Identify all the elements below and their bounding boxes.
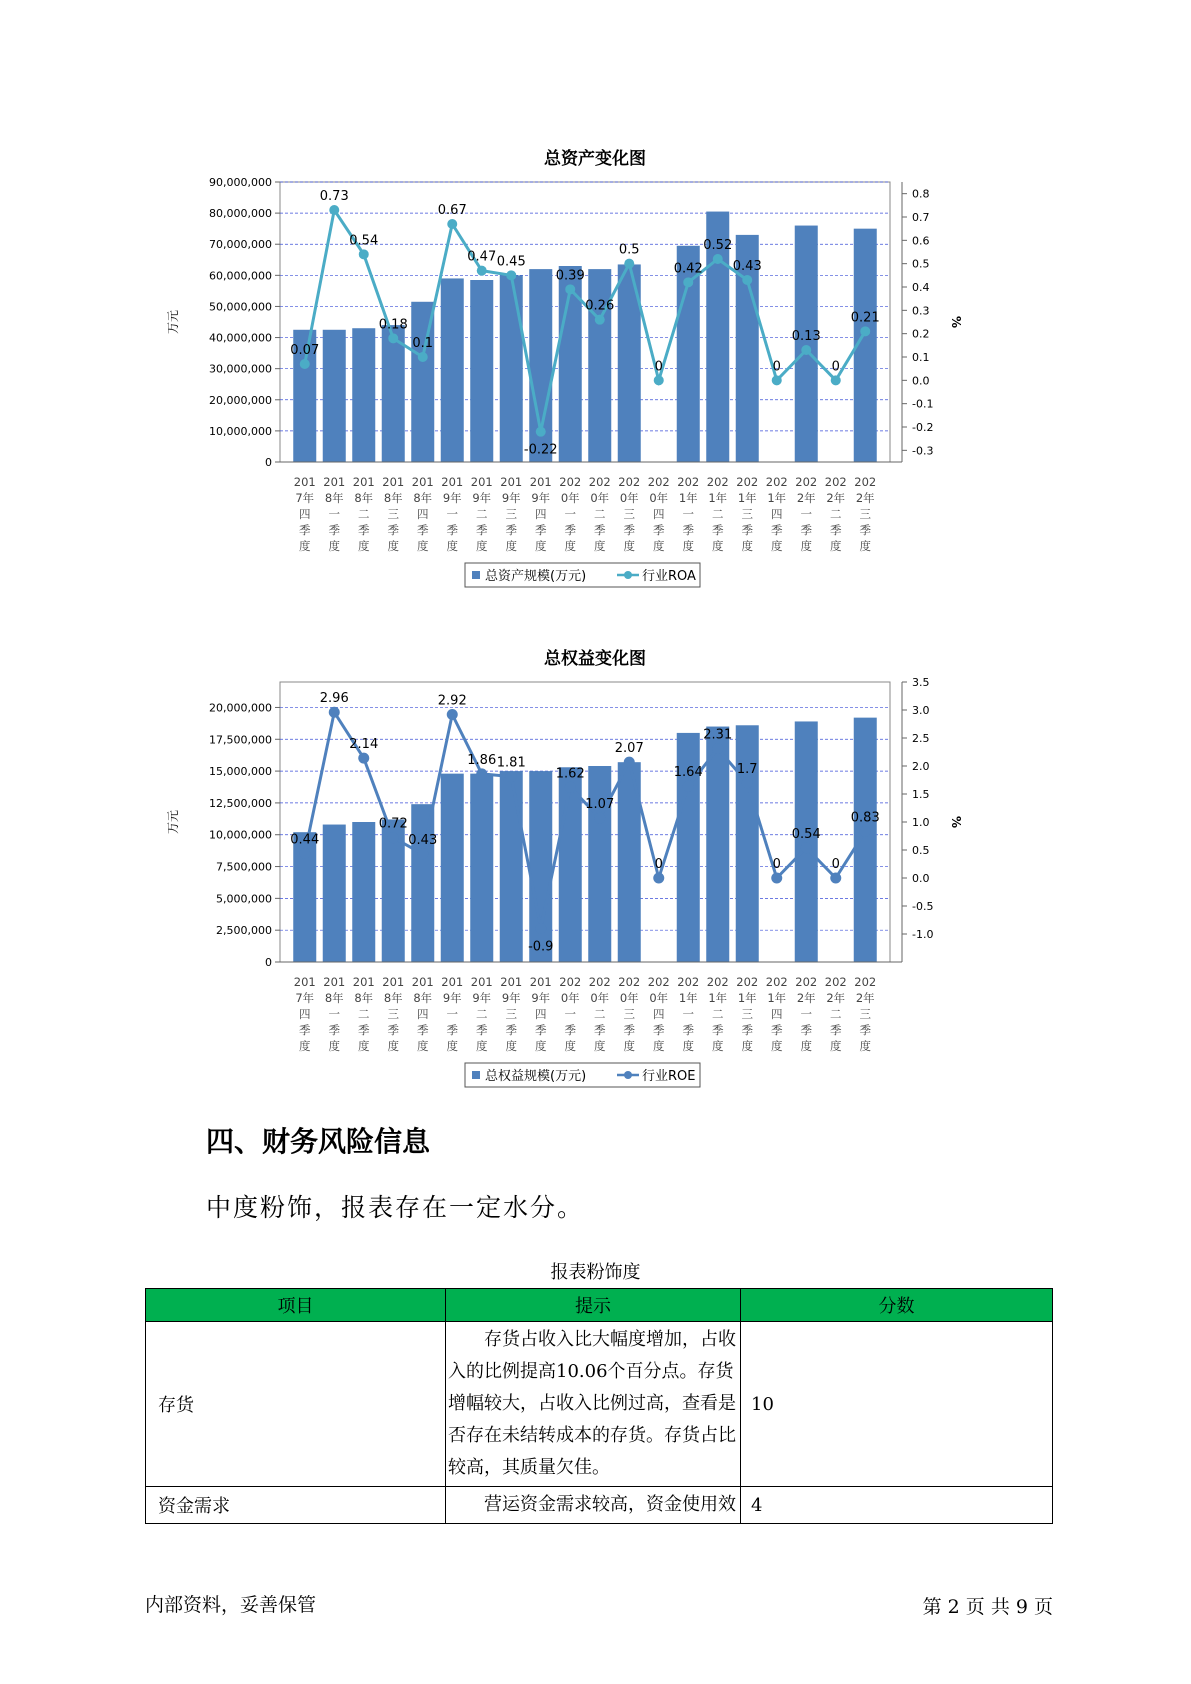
y2-tick-label: 1.0 xyxy=(912,816,930,829)
series-point xyxy=(683,781,694,792)
x-tick-label: 201 9年二季度 xyxy=(470,975,493,1053)
series-point xyxy=(565,782,576,793)
data-label: 0 xyxy=(772,359,781,375)
total-assets-chart-svg xyxy=(150,170,1040,610)
y2-tick-label: 0.5 xyxy=(912,257,930,271)
row-score: 10 xyxy=(741,1322,1053,1487)
data-label: 1.64 xyxy=(673,765,703,781)
table-row xyxy=(146,1322,1053,1487)
data-label: 0.54 xyxy=(791,826,821,842)
series-point xyxy=(713,254,723,264)
legend-line-marker xyxy=(624,1071,632,1079)
y-tick-label: 2,500,000 xyxy=(216,924,272,938)
header-hint: 提示 xyxy=(446,1289,741,1322)
x-tick-label: 201 8年三季度 xyxy=(382,975,405,1053)
header-item: 项目 xyxy=(146,1289,446,1322)
data-label: 0.1 xyxy=(412,336,434,351)
series-point xyxy=(801,842,812,853)
data-label: 1.62 xyxy=(555,766,585,782)
bar xyxy=(706,727,729,962)
bar xyxy=(588,766,611,962)
x-tick-label: 202 0年二季度 xyxy=(588,475,611,553)
data-label: -0.22 xyxy=(523,442,558,458)
x-tick-label: 202 1年一季度 xyxy=(677,975,700,1053)
chart-title: 总权益变化图 xyxy=(544,649,646,669)
bar xyxy=(441,278,464,462)
series-point xyxy=(742,275,752,285)
y-tick-label: 15,000,000 xyxy=(209,765,272,779)
table-row xyxy=(146,1487,1053,1524)
series-point xyxy=(535,923,546,934)
x-tick-label: 201 9年二季度 xyxy=(470,475,493,553)
x-tick-label: 202 2年一季度 xyxy=(795,475,818,553)
data-label: 0 xyxy=(831,359,840,375)
data-label: 0 xyxy=(772,857,781,872)
y-tick-label: 10,000,000 xyxy=(209,424,272,438)
y-tick-label: 10,000,000 xyxy=(209,828,272,842)
x-tick-label: 201 9年四季度 xyxy=(529,975,552,1053)
series-point xyxy=(358,753,369,764)
y2-tick-label: -0.5 xyxy=(912,900,934,913)
data-label: 2.92 xyxy=(437,693,467,709)
row-hint: 存货占收入比大幅度增加，占收入的比例提高10.06个百分点。存货增幅较大，占收入比例过高，查看是否存在未结转成本的存货。存货占比较高，其质量欠佳。 xyxy=(446,1322,741,1487)
x-tick-label: 202 2年二季度 xyxy=(824,475,847,553)
footer-page-number: 第 2 页 共 9 页 xyxy=(922,1596,1053,1618)
bar xyxy=(352,822,375,962)
x-tick-label: 201 8年二季度 xyxy=(352,975,375,1053)
x-tick-label: 202 0年四季度 xyxy=(647,475,670,553)
y2-tick-label: 0.8 xyxy=(912,187,930,201)
x-tick-label: 202 1年三季度 xyxy=(736,975,759,1053)
y2-tick-label: 0.6 xyxy=(912,234,930,248)
series-point xyxy=(299,848,310,859)
series-point xyxy=(712,743,723,754)
y-tick-label: 20,000,000 xyxy=(209,393,272,407)
data-label: 0.72 xyxy=(378,816,408,832)
x-tick-label: 201 8年一季度 xyxy=(323,975,346,1053)
row-item: 资金需求 xyxy=(146,1487,446,1524)
data-label: 0 xyxy=(831,857,840,872)
series-point xyxy=(860,826,871,837)
data-label: 1.81 xyxy=(496,755,526,771)
data-label: 0.07 xyxy=(290,343,320,358)
data-label: 0.21 xyxy=(850,310,880,326)
x-tick-label: 201 9年一季度 xyxy=(441,475,464,553)
y2-axis-title: % xyxy=(949,315,963,329)
legend-bar-label: 总资产规模(万元) xyxy=(485,569,587,584)
x-tick-label: 201 9年三季度 xyxy=(500,475,523,553)
data-label: 0.43 xyxy=(732,259,762,274)
data-label: 0.13 xyxy=(791,329,821,344)
series-point xyxy=(447,219,457,229)
data-label: 0.83 xyxy=(850,810,880,826)
total-assets-chart xyxy=(150,140,1040,590)
section-summary: 中度粉饰，报表存在一定水分。 xyxy=(206,1193,585,1222)
data-label: 0.73 xyxy=(319,189,349,204)
series-point xyxy=(594,813,605,824)
data-label: 1.07 xyxy=(585,797,615,813)
y-axis-title: 万元 xyxy=(166,809,180,835)
legend-line-label: 行业ROA xyxy=(642,569,696,584)
legend-bar-label: 总权益规模(万元) xyxy=(485,1069,587,1084)
x-tick-label: 202 2年三季度 xyxy=(854,475,877,553)
y2-tick-label: 0.0 xyxy=(912,374,930,388)
series-point xyxy=(418,352,428,362)
data-label: 1.86 xyxy=(467,752,497,768)
data-label: 0.42 xyxy=(673,261,703,277)
legend-bar-swatch xyxy=(472,571,480,579)
y2-tick-label: -0.1 xyxy=(912,397,934,411)
row-score: 4 xyxy=(741,1487,1053,1524)
x-tick-label: 201 7年四季度 xyxy=(293,475,316,553)
y2-tick-label: 2.0 xyxy=(912,760,930,773)
footer-confidential: 内部资料，妥善保管 xyxy=(145,1594,317,1616)
data-label: 2.14 xyxy=(349,737,379,753)
y-axis-title: 万元 xyxy=(166,309,180,335)
x-tick-label: 202 2年一季度 xyxy=(795,975,818,1053)
series-point xyxy=(771,873,782,884)
y-tick-label: 20,000,000 xyxy=(209,701,272,715)
y-tick-label: 60,000,000 xyxy=(209,269,272,283)
y2-tick-label: 1.5 xyxy=(912,788,930,801)
x-tick-label: 201 8年三季度 xyxy=(382,475,405,553)
bar xyxy=(470,774,493,962)
x-tick-label: 202 0年三季度 xyxy=(618,475,641,553)
data-label: 2.96 xyxy=(319,691,349,707)
data-label: 0.18 xyxy=(378,317,408,333)
data-label: 0.43 xyxy=(408,832,438,848)
x-tick-label: 202 0年四季度 xyxy=(647,975,670,1053)
data-label: 0.5 xyxy=(618,242,640,258)
series-point xyxy=(801,345,811,355)
series-point xyxy=(624,259,634,269)
y-tick-label: 5,000,000 xyxy=(216,892,272,906)
y2-tick-label: -0.3 xyxy=(912,444,934,458)
x-tick-label: 202 1年三季度 xyxy=(736,475,759,553)
y2-tick-label: 3.5 xyxy=(912,676,930,689)
section-heading: 四、财务风险信息 xyxy=(206,1125,431,1158)
y2-tick-label: 0.0 xyxy=(912,872,930,885)
x-tick-label: 202 0年一季度 xyxy=(559,975,582,1053)
data-label: -0.9 xyxy=(528,939,554,955)
series-point xyxy=(683,277,693,287)
data-label: 2.07 xyxy=(614,741,644,757)
y-tick-label: 80,000,000 xyxy=(209,207,272,221)
y-tick-label: 40,000,000 xyxy=(209,331,272,345)
y-tick-label: 90,000,000 xyxy=(209,176,272,189)
data-label: 0 xyxy=(654,359,663,375)
y2-tick-label: 0.1 xyxy=(912,351,930,364)
y2-tick-label: 0.7 xyxy=(912,211,930,224)
total-equity-chart-svg xyxy=(150,670,1040,1110)
series-point xyxy=(860,326,870,336)
series-point xyxy=(772,375,782,385)
data-label: 0.67 xyxy=(437,203,467,218)
x-tick-label: 201 9年三季度 xyxy=(500,975,523,1053)
x-tick-label: 201 7年四季度 xyxy=(293,975,316,1053)
y2-tick-label: 0.2 xyxy=(912,327,930,341)
bar xyxy=(352,328,375,462)
data-label: 0.44 xyxy=(290,832,320,848)
series-point xyxy=(388,333,398,343)
series-point xyxy=(653,873,664,884)
bar xyxy=(854,718,877,962)
series-point xyxy=(536,427,546,437)
bar xyxy=(323,330,346,462)
legend-line-label: 行业ROE xyxy=(642,1069,696,1084)
series-point xyxy=(359,249,369,259)
series-point xyxy=(477,266,487,276)
y-tick-label: 30,000,000 xyxy=(209,362,272,376)
data-label: 1.7 xyxy=(736,761,758,777)
series-point xyxy=(476,768,487,779)
data-label: 0.39 xyxy=(555,268,585,284)
y2-tick-label: 0.5 xyxy=(912,844,930,857)
series-point xyxy=(388,832,399,843)
data-label: 0.47 xyxy=(467,249,497,265)
y-tick-label: 0 xyxy=(265,456,272,469)
row-item: 存货 xyxy=(146,1322,446,1487)
series-point xyxy=(830,873,841,884)
bar xyxy=(736,725,759,962)
y2-tick-label: 3.0 xyxy=(912,704,930,717)
x-tick-label: 201 8年二季度 xyxy=(352,475,375,553)
bar xyxy=(382,325,405,462)
x-tick-label: 202 1年四季度 xyxy=(765,975,788,1053)
chart-title: 总资产变化图 xyxy=(544,149,646,169)
x-tick-label: 202 1年四季度 xyxy=(765,475,788,553)
series-point xyxy=(742,777,753,788)
x-tick-label: 201 9年四季度 xyxy=(529,475,552,553)
y2-tick-label: 0.3 xyxy=(912,304,930,318)
bar xyxy=(500,771,523,962)
x-tick-label: 201 8年四季度 xyxy=(411,975,434,1053)
x-tick-label: 202 1年二季度 xyxy=(706,475,729,553)
x-tick-label: 201 8年四季度 xyxy=(411,475,434,553)
series-point xyxy=(506,270,516,280)
x-tick-label: 201 9年一季度 xyxy=(441,975,464,1053)
series-point xyxy=(417,848,428,859)
bar xyxy=(323,825,346,962)
data-label: 0.52 xyxy=(703,238,733,253)
row-hint: 营运资金需求较高，资金使用效 xyxy=(446,1487,741,1524)
y-tick-label: 17,500,000 xyxy=(209,733,272,747)
x-tick-label: 202 1年二季度 xyxy=(706,975,729,1053)
y2-tick-label: 0.4 xyxy=(912,281,930,294)
bar xyxy=(470,280,493,462)
y2-tick-label: -0.2 xyxy=(912,421,934,434)
y-tick-label: 50,000,000 xyxy=(209,300,272,314)
series-point xyxy=(654,375,664,385)
y-tick-label: 70,000,000 xyxy=(209,238,272,252)
data-label: 0 xyxy=(654,857,663,872)
y-tick-label: 12,500,000 xyxy=(209,796,272,810)
y2-tick-label: -1.0 xyxy=(912,928,934,941)
x-tick-label: 201 8年一季度 xyxy=(323,475,346,553)
bar xyxy=(441,774,464,962)
table-header-row xyxy=(146,1289,1053,1322)
series-point xyxy=(329,205,339,215)
series-point xyxy=(447,709,458,720)
data-label: 2.31 xyxy=(703,727,733,743)
series-point xyxy=(831,375,841,385)
table-caption: 报表粉饰度 xyxy=(550,1262,641,1283)
series-point xyxy=(300,359,310,369)
y2-tick-label: 2.5 xyxy=(912,732,930,745)
data-label: 0.26 xyxy=(585,298,615,314)
series-point xyxy=(506,771,517,782)
legend-bar-swatch xyxy=(472,1071,480,1079)
y-tick-label: 0 xyxy=(265,956,272,969)
data-label: 0.45 xyxy=(496,254,526,270)
header-score: 分数 xyxy=(741,1289,1053,1322)
bar xyxy=(411,804,434,962)
x-tick-label: 202 1年一季度 xyxy=(677,475,700,553)
y2-axis-title: % xyxy=(949,815,963,829)
risk-table xyxy=(145,1288,1053,1524)
legend-line-marker xyxy=(624,571,632,579)
y-tick-label: 7,500,000 xyxy=(216,860,272,874)
data-label: 0.54 xyxy=(349,233,379,249)
x-tick-label: 202 0年一季度 xyxy=(559,475,582,553)
x-tick-label: 202 0年三季度 xyxy=(618,975,641,1053)
x-tick-label: 202 2年三季度 xyxy=(854,975,877,1053)
series-point xyxy=(595,315,605,325)
series-point xyxy=(565,284,575,294)
bar xyxy=(500,275,523,462)
x-tick-label: 202 0年二季度 xyxy=(588,975,611,1053)
series-point xyxy=(624,757,635,768)
x-tick-label: 202 2年二季度 xyxy=(824,975,847,1053)
total-equity-chart xyxy=(150,640,1040,1100)
series-point xyxy=(329,707,340,718)
